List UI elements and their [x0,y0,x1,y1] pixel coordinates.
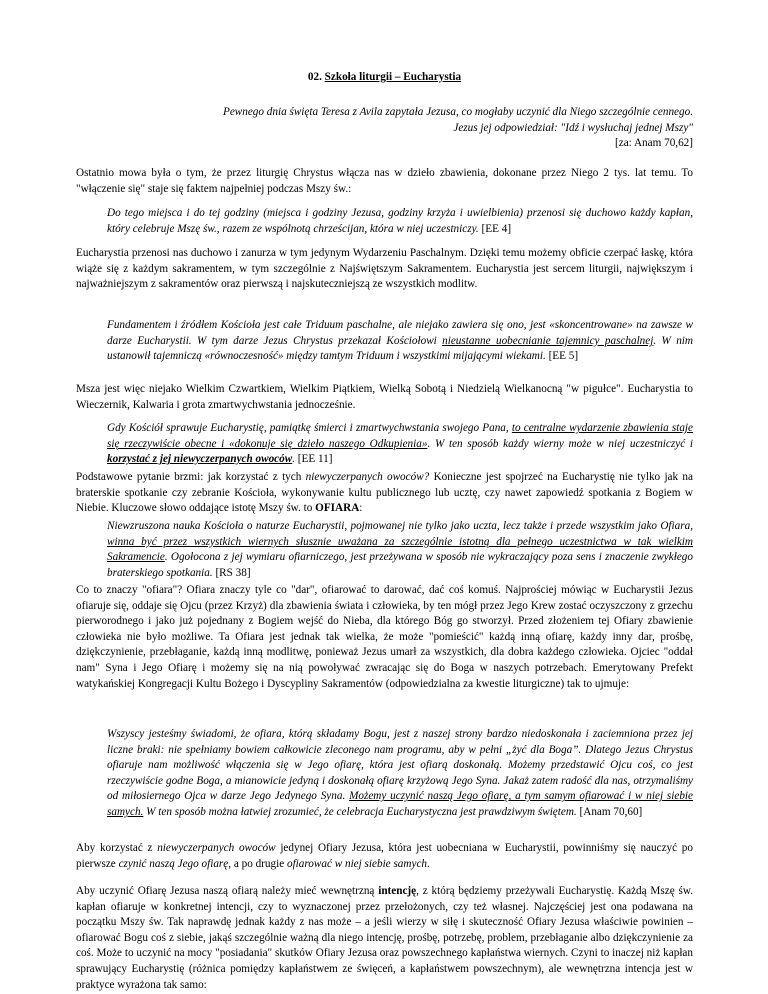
quote-4 [107,519,693,581]
quote-4-reference: [RS 38] [215,566,251,579]
paragraph-6-text-a: Aby korzystać z [76,842,158,854]
paragraph-6-text-c: , a po drugie [228,857,287,870]
paragraph-4-text-c: : [359,502,363,515]
quote-2 [107,318,693,365]
quote-3-reference: [EE 11] [297,453,333,466]
paragraph-7 [76,884,693,993]
quote-5-underlined: Możemy uczynić naszą Jego ofiarę, a tym samym ofiarować i w niej siebie samych. [107,790,693,818]
paragraph-6-italic-3: ofiarować w niej siebie samych [286,857,427,870]
motto-text: Pewnego dnia święta Teresa z Avila zapytała Jezusa, co mogłaby uczynić dla Niego szczególnie cennego. Jezus jej odpowiedział: "Idź i wysłuchaj jednej Mszy" [222,106,693,134]
paragraph-6-italic-2: czynić naszą Jego ofiarę [118,857,229,870]
paragraph-6-italic-1: niewyczerpanych owoców [157,842,276,854]
paragraph-3: Msza jest więc niejako Wielkim Czwartkiem, Wielkim Piątkiem, Wielką Sobotą i Niedzielą Wielkanocną "w pigułce". Eucharystia to Wieczernik, Kalwaria i grota zmartwychwstania jednocześnie. [76,383,693,411]
paragraph-4-keyword: OFIARA [315,502,360,515]
document-title [76,71,693,83]
paragraph-4-italic: niewyczerpanych owoców? [305,471,430,483]
quote-2-text-b: . W nim ustanowił tajemniczą «równoczesność» między tamtym Triduum i wszystkimi mijającymi wiekami. [107,334,693,363]
quote-5-reference: [Anam 70,60] [579,805,643,818]
title-main: Szkoła liturgii – Eucharystia [324,71,462,83]
paragraph-4 [76,470,693,517]
paragraph-7-text-b: , z którą będziemy przeżywali Eucharystię. Każdą Mszę św. kapłan ofiaruje w konkretnej intencji, czy to wyznaczonej przez przełożonych, czy też własnej. Najczęściej jest ona podawana na początku Mszy św. Tak naprawdę jednak każdy z nas może – a jeśli wierzy w siłę i skuteczność Ofiary Jezusa właściwie powinien – ofiarować Bogu coś z siebie, jakąś szczególnie ważną dla niego intencję, prośbę, potrzebę, problem, przebłaganie albo dziękczynienie za coś. Może to uczynić na mocy "posiadania" skutków Ofiary Jezusa oraz powszechnego kapłaństwa wiernych. Czyni to inaczej niż kapłan sprawujący Eucharystię (różnica pomiędzy kapłaństwem ze święceń, a kapłaństwem powszechnym), ale wewnętrzna intencja jest w praktyce wyrażona tak samo: [76,885,693,991]
quote-5-text-b: W ten sposób można łatwiej zrozumieć, że celebracja Eucharystyczna jest prawdziwym świętem. [143,805,577,818]
quote-5-text-a: Wszyscy jesteśmy świadomi, że ofiara, którą składamy Bogu, jest z naszej strony bardzo niedoskonała i zaciemniona przez jej liczne braki: nie spełniamy bowiem całkowicie zleconego nam programu, aby w pełni „żyć dla Boga”. Dlatego Jezus Chrystus ofiaruje nam możliwość włączenia się w Jego ofiarę, która jest ofiarą doskonałą. Możemy przedstawić Ojcu coś, co jest rzeczywiście godne Boga, a mianowicie jedyną i doskonałą ofiarę krzyżową Jego Syna. Jakaż zatem radość dla nas, otrzymaliśmy od miłosiernego Ojca w darze Jego Jedynego Syna. [107,728,693,803]
title-prefix: 02. [307,71,325,83]
quote-5 [107,727,693,821]
quote-4-text-b: . Ogołocona z jej wymiaru ofiarniczego, jest przeżywana w sposób nie wykraczający poza sens i znaczenie zwykłego braterskiego spotkania. [107,551,693,579]
motto-reference: [za: Anam 70,62] [615,137,693,149]
paragraph-1: Ostatnio mowa była o tym, że przez liturgię Chrystus włącza nas w dzieło zbawienia, dokonane przez Niego 2 tys. lat temu. To "włączenie się" staje się faktem najpełniej podczas Mszy św.: [76,167,693,195]
quote-3 [107,421,693,468]
quote-1-reference: [EE 4] [481,222,512,235]
paragraph-6 [76,841,693,872]
motto-quote [213,105,693,152]
quote-3-text-b: . W ten sposób każdy wierny może w niej uczestniczyć i [427,437,693,450]
quote-3-text-a: Gdy Kościół sprawuje Eucharystię, pamiątkę śmierci i zmartwychwstania swojego Pana, [107,422,512,434]
paragraph-6-text-b: jedynej Ofiary Jezusa, która jest uobecniana w Eucharystii, powinniśmy się nauczyć po pierwsze [76,842,693,870]
quote-3-text-c: . [292,453,295,466]
paragraph-2: Eucharystia przenosi nas duchowo i zanurza w tym jedynym Wydarzeniu Paschalnym. Dzięki temu możemy obficie czerpać łaskę, która wiąże się z każdym sakramentem, w tym szczególnie z Najświętszym Sakramentem. Eucharystia jest sercem liturgii, największym i najważniejszym z sakramentów oraz pierwszą i najskuteczniejszą ze wszystkich modlitw. [76,247,693,291]
quote-2-reference: [EE 5] [548,350,579,363]
paragraph-4-text-a: Podstawowe pytanie brzmi: jak korzystać z tych [76,471,306,483]
quote-3-underlined: to centralne wydarzenie zbawienia staje się rzeczywiście obecne i «dokonuje się dzieło naszego Odkupienia» [107,422,693,450]
quote-2-underlined: nieustanne uobecnianie tajemnicy paschalnej [442,334,654,347]
paragraph-4-text-b: Konieczne jest spojrzeć na Eucharystię nie tylko jak na braterskie spotkanie czy zebranie Kościoła, wykonywanie kultu publicznego lub ucztę, czy nawet zapowiedź spotkania z Bogiem w Niebie. Kluczowe słowo oddające istotę Mszy św. to [76,471,693,515]
quote-4-text-a: Niewzruszona nauka Kościoła o naturze Eucharystii, pojmowanej nie tylko jako uczta, lecz także i przede wszystkim jako Ofiara, [107,520,693,532]
paragraph-7-keyword: intencję [378,885,417,897]
quote-2-text-a: Fundamentem i źródłem Kościoła jest całe Triduum paschalne, ale niejako zawiera się ono, jest «skoncentrowane» na zawsze w darze Eucharystii. W tym darze Jezus Chrystus przekazał Kościołowi [107,319,693,347]
paragraph-6-text-d: . [427,857,430,870]
paragraph-7-text-a: Aby uczynić Ofiarę Jezusa naszą ofiarą należy mieć wewnętrzną [76,885,379,897]
quote-4-underlined: winna być przez wszystkich wiernych słusznie uważana za szczególnie istotną dla pełnego uczestnictwa w tak wielkim Sakramencie [107,535,693,564]
quote-3-bold-underlined: korzystać z jej niewyczerpanych owoców [107,453,293,466]
paragraph-5: Co to znaczy "ofiara"? Ofiara znaczy tyle co "dar", ofiarować to darować, dać coś komuś. Najprościej mówiąc w Eucharystii Jezus ofiaruje się, oddaje się Ojcu (przez Krzyż) dla zbawienia świata i człowieka, by ten mógł przez Jego Krew zostać oczyszczony z grzechu pierworodnego i jako już pojednany z Bogiem wejść do Nieba, dla którego Bóg go stworzył. Przed złożeniem tej Ofiary zbawienie człowieka nie było możliwe. Ta Ofiara jest jednak tak wielka, że może "pomieścić" każdą inną ofiarę, każdy inny dar, prośbę, dziękczynienie, przebłaganie, każdą inną modlitwę, ponieważ Jezus umarł za wszystkich, dla dobra każdego człowieka. Ojciec "oddał nam" Syna i Jego Ofiarę i możemy się na nią powoływać zwracając się do Boga w naszych potrzebach. Emerytowany Prefekt watykańskiej Kongregacji Kultu Bożego i Dyscypliny Sakramentów (odpowiedzialna za kwestie liturgiczne) tak to ujmuje: [76,584,693,690]
quote-1 [107,206,693,237]
quote-1-text: Do tego miejsca i do tej godziny (miejsca i godziny Jezusa, godziny krzyża i uwielbienia) przenosi się duchowo każdy kapłan, który celebruje Mszę św., razem ze wspólnotą chrześcijan, która w niej uczestniczy. [107,207,693,235]
